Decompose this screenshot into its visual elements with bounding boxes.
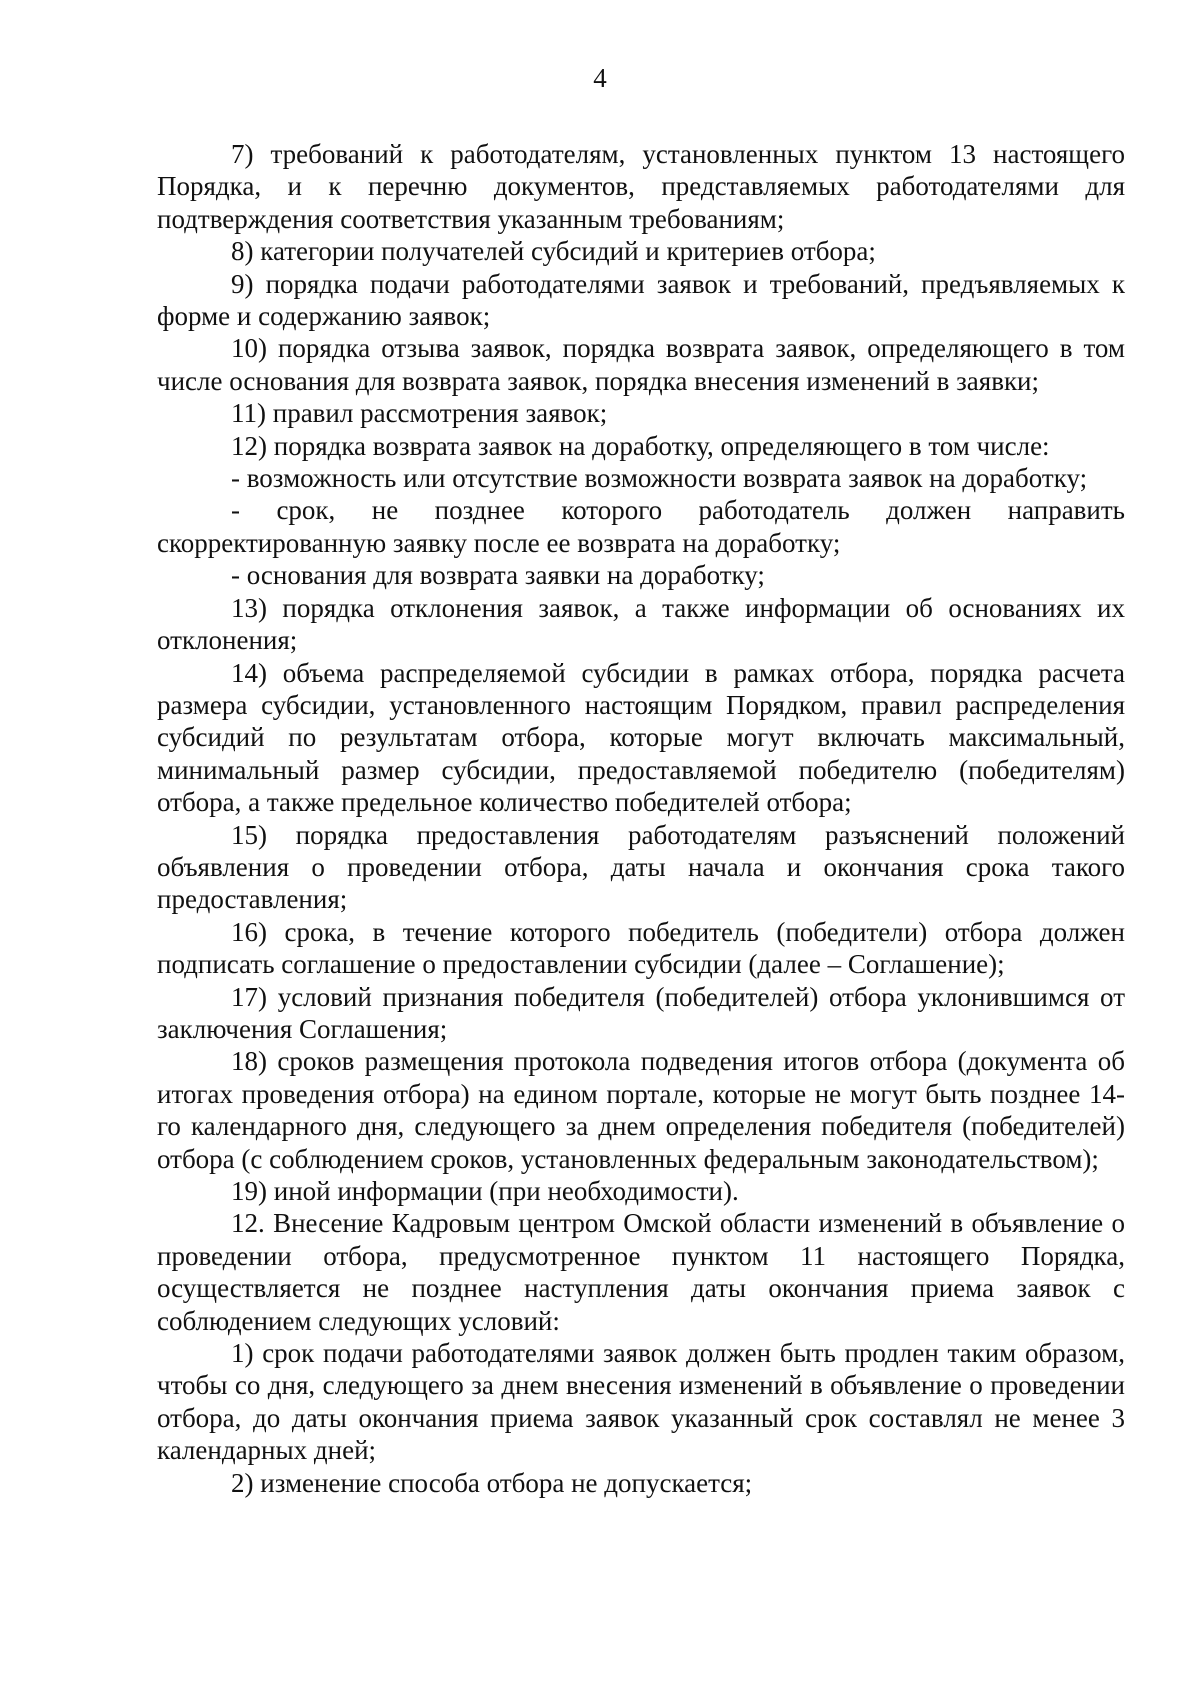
paragraph-item-9: 9) порядка подачи работодателями заявок и требований, предъявляемых к форме и содержанию заявок;	[157, 268, 1125, 332]
paragraph-item-8: 8) категории получателей субсидий и критериев отбора;	[231, 236, 876, 267]
paragraph-dash-grounds: - основания для возврата заявки на доработку;	[231, 560, 765, 591]
page-number: 4	[593, 63, 607, 93]
paragraph-item-18: 18) сроков размещения протокола подведения итогов отбора (документа об итогах проведения отбора) на едином портале, которые не могут быть позднее 14-го календарного дня, следующего за днем определения победителя (победителей) отбора (с соблюдением сроков, установленных федеральным законодательством);	[157, 1046, 1125, 1174]
paragraph-item-17: 17) условий признания победителя (победителей) отбора уклонившимся от заключения Соглашения;	[157, 981, 1125, 1044]
paragraph-item-10: 10) порядка отзыва заявок, порядка возврата заявок, определяющего в том числе основания для возврата заявок, порядка внесения изменений в заявки;	[157, 333, 1125, 396]
paragraph-item-11: 11) правил рассмотрения заявок;	[231, 398, 608, 429]
paragraph-item-19: 19) иной информации (при необходимости).	[231, 1176, 739, 1206]
paragraph-item-14: 14) объема распределяемой субсидии в рамках отбора, порядка расчета размера субсидии, установленного настоящим Порядком, правил распределения субсидий по результатам отбора, которые могут включать максимальный, минимальный размер субсидии, предоставляемой победителю (победителям) отбора, а также предельное количество победителей отбора;	[157, 657, 1125, 818]
document-body	[157, 138, 1125, 1499]
paragraph-item-15: 15) порядка предоставления работодателям разъяснений положений объявления о проведении отбора, даты начала и окончания срока такого предоставления;	[157, 819, 1125, 915]
paragraph-item-7: 7) требований к работодателям, установленных пунктом 13 настоящего Порядка, и к перечню документов, представляемых работодателями для подтверждения соответствия указанным требованиям;	[157, 139, 1125, 234]
paragraph-item-13: 13) порядка отклонения заявок, а также информации об основаниях их отклонения;	[157, 592, 1125, 656]
paragraph-condition-1: 1) срок подачи работодателями заявок должен быть продлен таким образом, чтобы со дня, следующего за днем внесения изменений в объявление о проведении отбора, до даты окончания приема заявок указанный срок составлял не менее 3 календарных дней;	[157, 1338, 1125, 1466]
paragraph-condition-2: 2) изменение способа отбора не допускается;	[231, 1467, 753, 1498]
paragraph-dash-possibility: - возможность или отсутствие возможности возврата заявок на доработку;	[231, 463, 1088, 494]
paragraph-item-12: 12) порядка возврата заявок на доработку, определяющего в том числе:	[231, 430, 1050, 461]
paragraph-section-12: 12. Внесение Кадровым центром Омской области изменений в объявление о проведении отбора, предусмотренное пунктом 11 настоящего Порядка, осуществляется не позднее наступления даты окончания приема заявок с соблюдением следующих условий:	[157, 1208, 1125, 1336]
paragraph-dash-deadline: - срок, не позднее которого работодатель должен направить скорректированную заявку после ее возврата на доработку;	[157, 495, 1125, 558]
paragraph-item-16: 16) срока, в течение которого победитель (победители) отбора должен подписать соглашение о предоставлении субсидии (далее – Соглашение);	[157, 916, 1125, 980]
